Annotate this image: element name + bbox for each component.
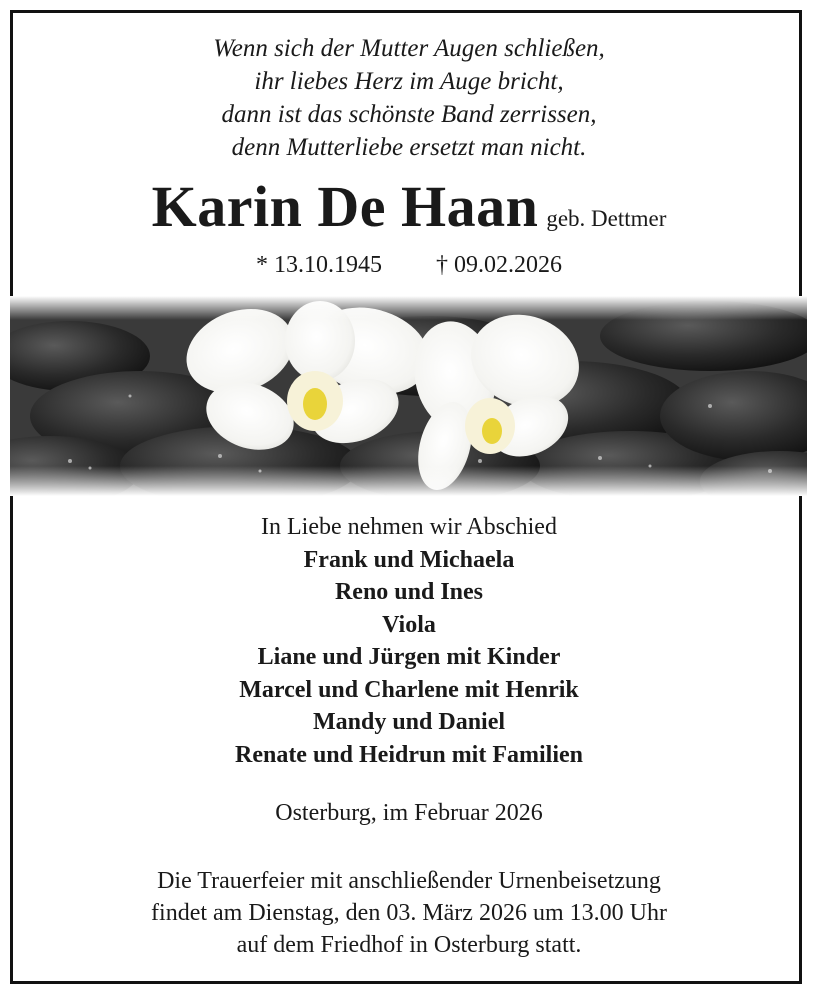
- funeral-info: [0, 865, 818, 961]
- poem-line: denn Mutterliebe ersetzt man nicht.: [231, 134, 587, 161]
- poem-line: Wenn sich der Mutter Augen schließen,: [213, 35, 605, 62]
- mourner-name: Marcel und Charlene mit Henrik: [239, 676, 579, 703]
- mourner-name: Liane und Jürgen mit Kinder: [257, 644, 561, 670]
- funeral-line: Die Trauerfeier mit anschließender Urnenbeisetzung: [157, 868, 661, 894]
- life-dates: [0, 252, 818, 279]
- place-date: Osterburg, im Februar 2026: [275, 800, 543, 826]
- deceased-name-row: [0, 173, 818, 240]
- mourners-block: [0, 511, 818, 771]
- mourner-name: Reno und Ines: [334, 579, 484, 605]
- poem-line: ihr liebes Herz im Auge bricht,: [254, 68, 564, 95]
- funeral-line: auf dem Friedhof in Osterburg statt.: [236, 932, 582, 958]
- farewell-intro: In Liebe nehmen wir Abschied: [261, 514, 557, 540]
- orchid-photo: [10, 296, 807, 496]
- mourner-name: Viola: [382, 611, 436, 638]
- funeral-line: findet am Dienstag, den 03. März 2026 um 13.00 Uhr: [151, 900, 667, 926]
- mourner-name: Renate und Heidrun mit Familien: [234, 741, 583, 768]
- mourner-name: Mandy und Daniel: [312, 709, 506, 735]
- mourner-name: Frank und Michaela: [303, 546, 515, 573]
- poem-line: dann ist das schönste Band zerrissen,: [221, 101, 597, 128]
- death-date: † 09.02.2026: [436, 252, 562, 278]
- birth-date: * 13.10.1945: [256, 252, 382, 278]
- poem: [0, 32, 818, 164]
- birth-name: geb. Dettmer: [546, 206, 667, 231]
- deceased-name: Karin De Haan: [151, 174, 539, 239]
